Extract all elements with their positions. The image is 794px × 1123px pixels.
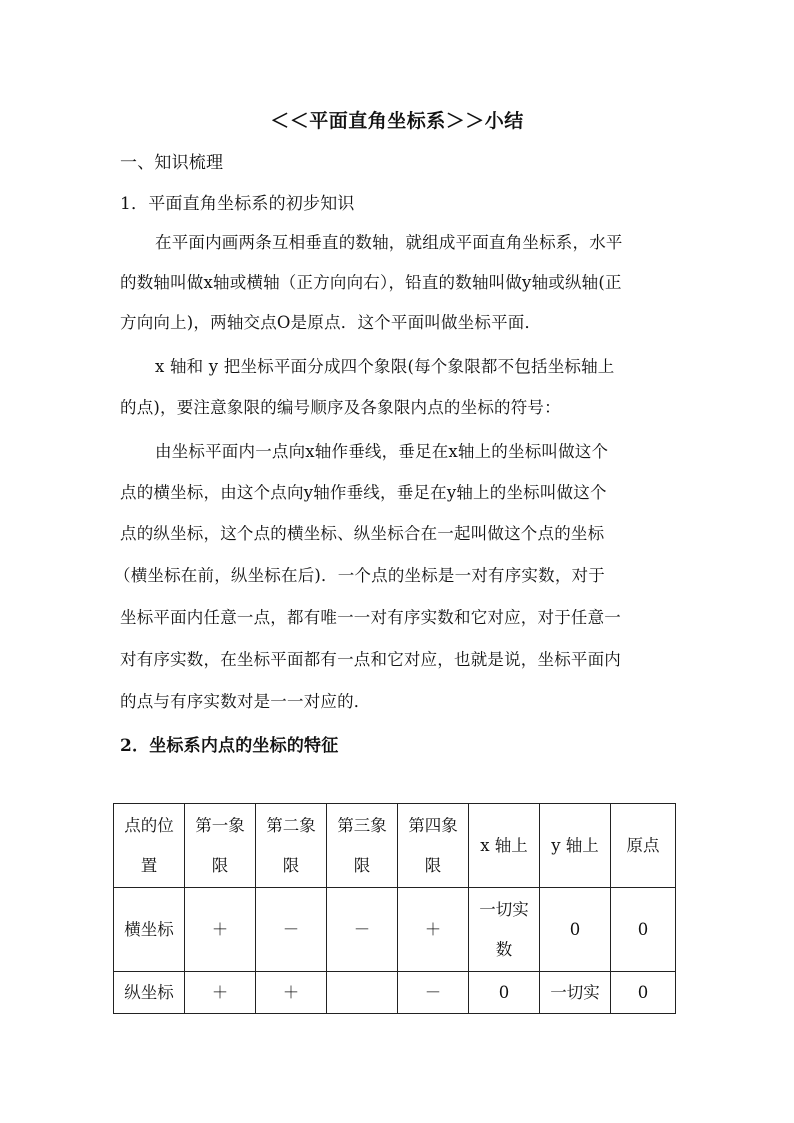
table-cell: －	[256, 888, 327, 972]
header-text: 限	[211, 855, 229, 875]
paragraph-line: 坐标平面内任意一点，都有唯一一对有序实数和它对应，对于任意一	[120, 608, 621, 627]
paragraph-line: 点的纵坐标，这个点的横坐标、纵坐标合在一起叫做这个点的坐标	[120, 524, 605, 543]
table-cell: 0	[469, 972, 540, 1014]
coordinate-sign-table	[113, 803, 676, 1014]
paragraph-line: 由坐标平面内一点向x轴作垂线，垂足在x轴上的坐标叫做这个	[155, 442, 609, 461]
paragraph-line: 对有序实数，在坐标平面都有一点和它对应，也就是说，坐标平面内	[120, 650, 621, 669]
table-header-cell	[256, 804, 327, 888]
header-text: 点的位	[124, 815, 174, 835]
table-header-row	[114, 804, 676, 888]
paragraph-line: 的点与有序实数对是一一对应的．	[120, 692, 371, 711]
paragraph-line: 方向向上)，两轴交点O是原点．这个平面叫做坐标平面．	[120, 313, 542, 332]
header-text: 限	[353, 855, 371, 875]
subsection-heading-2: 2．坐标系内点的坐标的特征	[120, 736, 339, 756]
table-row-x-coordinate	[114, 888, 676, 972]
table-cell: ＋	[185, 888, 256, 972]
cell-text: 一切实	[479, 899, 529, 919]
table-header-cell	[327, 804, 398, 888]
header-text: 置	[140, 855, 158, 875]
header-text: y 轴上	[551, 835, 599, 855]
table-cell: －	[327, 888, 398, 972]
table-cell: －	[398, 972, 469, 1014]
table-header-cell	[185, 804, 256, 888]
table-cell: 一切实	[540, 972, 611, 1014]
document-title: ＜＜平面直角坐标系＞＞小结	[270, 110, 524, 132]
table-cell: ＋	[398, 888, 469, 972]
table-cell: ＋	[256, 972, 327, 1014]
header-text: 第四象	[408, 815, 458, 835]
subsection-heading-1: 1．平面直角坐标系的初步知识	[120, 194, 355, 214]
table-header-cell	[114, 804, 185, 888]
row-label: 纵坐标	[114, 972, 185, 1014]
paragraph-line: x 轴和 y 把坐标平面分成四个象限(每个象限都不包括坐标轴上	[155, 357, 615, 376]
table-cell: 0	[611, 888, 676, 972]
header-text: 原点	[626, 835, 660, 855]
header-text: 限	[424, 855, 442, 875]
paragraph-line: 点的横坐标，由这个点向y轴作垂线，垂足在y轴上的坐标叫做这个	[120, 483, 607, 502]
table-cell	[327, 972, 398, 1014]
table-cell: 0	[611, 972, 676, 1014]
paragraph-line: 的点)，要注意象限的编号顺序及各象限内点的坐标的符号：	[120, 398, 561, 417]
cell-text: 数	[495, 939, 513, 959]
table-header-cell	[540, 804, 611, 888]
paragraph-line: 的数轴叫做x轴或横轴（正方向向右），铅直的数轴叫做y轴或纵轴(正	[120, 273, 622, 292]
section-heading: 一、知识梳理	[120, 153, 224, 173]
table-cell: 0	[540, 888, 611, 972]
table-cell: ＋	[185, 972, 256, 1014]
table-header-cell	[469, 804, 540, 888]
header-text: 第一象	[195, 815, 245, 835]
paragraph-line: 在平面内画两条互相垂直的数轴，就组成平面直角坐标系，水平	[155, 233, 623, 252]
table-header-cell	[611, 804, 676, 888]
table-cell	[469, 888, 540, 972]
header-text: 第二象	[266, 815, 316, 835]
table-header-cell	[398, 804, 469, 888]
row-label: 横坐标	[114, 888, 185, 972]
paragraph-line: （横坐标在前，纵坐标在后)．一个点的坐标是一对有序实数，对于	[114, 566, 605, 585]
header-text: 第三象	[337, 815, 387, 835]
table-row-y-coordinate	[114, 972, 676, 1014]
header-text: 限	[282, 855, 300, 875]
header-text: x 轴上	[480, 835, 528, 855]
